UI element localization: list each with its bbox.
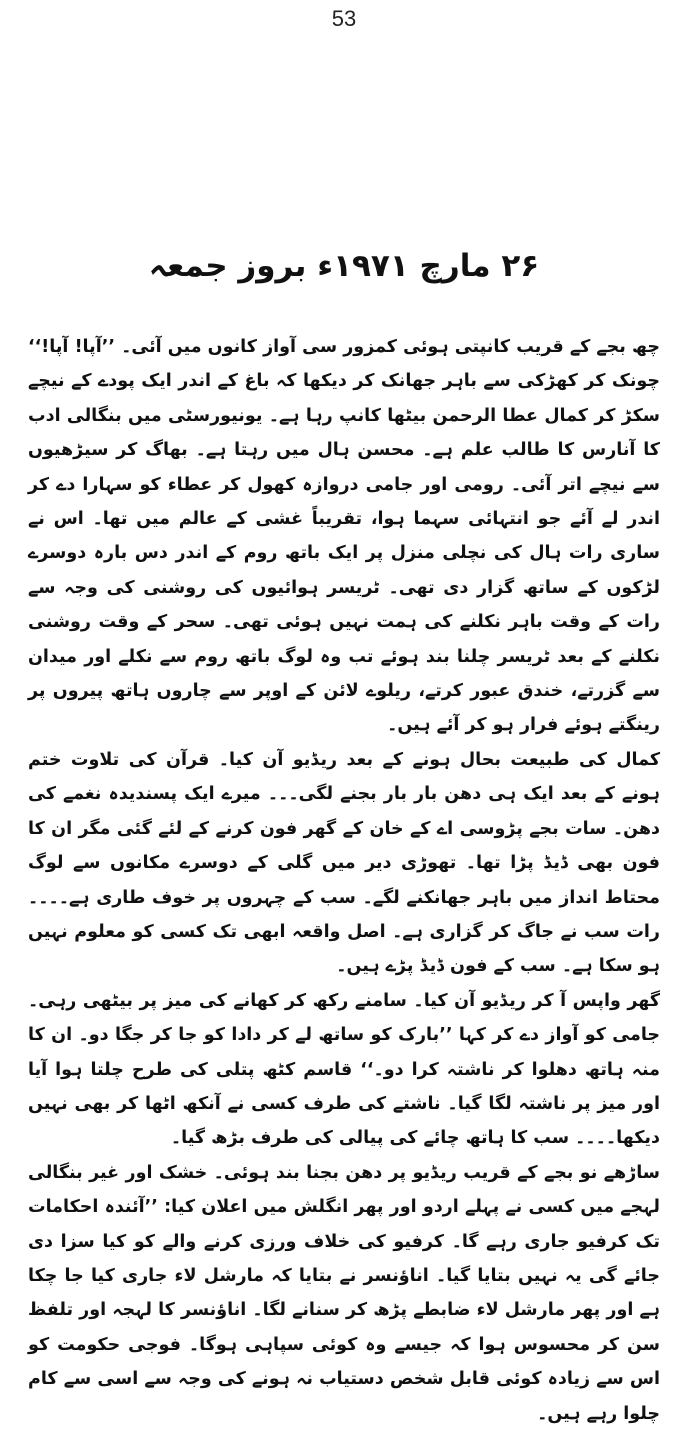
chapter-title: ۲۶ مارچ ۱۹۷۱ء بروز جمعہ [148,248,540,284]
paragraph: ساڑھے نو بجے کے قریب ریڈیو پر دھن بجنا بند ہوئی۔ خشک اور غیر بنگالی لہجے میں کسی نے پہلے اردو اور پھر انگلش میں اعلان کیا: ’’آئندہ احکامات تک کرفیو جاری رہے گا۔ کرفیو کی خلاف ورزی کرنے والے کو کیا سزا دی جائے گی یہ نہیں بتایا گیا۔ اناؤنسر نے بتایا کہ مارشل لاء جاری کیا جا چکا ہے اور پھر مارشل لاء ضابطے پڑھ کر سنانے لگا۔ اناؤنسر کا لہجہ اور تلفظ سن کر محسوس ہوا کہ جیسے وہ کوئی سپاہی ہوگا۔ فوجی حکومت کو اس سے زیادہ کوئی قابل شخص دستیاب نہ ہونے کی وجہ سے اسی سے کام چلوا رہے ہیں۔ [28,1162,660,1424]
page-number: 53 [331,6,357,31]
paragraph: چھ بجے کے قریب کانپتی ہوئی کمزور سی آواز کانوں میں آئی۔ ’’آپا! آپا!‘‘ چونک کر کھڑکی سے باہر جھانک کر دیکھا کہ باغ کے اندر ایک پودے کے نیچے سکڑ کر کمال عطا الرحمن بیٹھا کانپ رہا ہے۔ یونیورسٹی میں بنگالی ادب کا آنارس کا طالب علم ہے۔ محسن ہال میں رہتا ہے۔ بھاگ کر سیڑھیوں سے نیچے اتر آئی۔ رومی اور جامی دروازہ کھول کر عطاء کو سہارا دے کر اندر لے آئے جو انتہائی سہما ہوا، تقریباً غشی کے عالم میں تھا۔ اس نے ساری رات ہال کی نچلی منزل پر ایک باتھ روم کے اندر دس بارہ دوسرے لڑکوں کے ساتھ گزار دی تھی۔ ٹریسر ہوائیوں کی روشنی کی وجہ سے رات کے وقت باہر نکلنے کی ہمت نہیں ہوئی تھی۔ سحر کے وقت روشنی نکلنے کے بعد ٹریسر چلنا بند ہوئے تب وہ لوگ باتھ روم سے نکلے اور میدان سے گزرتے، خندق عبور کرتے، ریلوے لائن کے اوپر سے چاروں ہاتھ پیروں پر رینگتے ہوئے فرار ہو کر آئے ہیں۔ [28,337,660,736]
paragraph: کمال کی طبیعت بحال ہونے کے بعد ریڈیو آن کیا۔ قرآن کی تلاوت ختم ہونے کے بعد ایک ہی دھن بار بار بجنے لگی۔۔۔ میرے ایک پسندیدہ نغمے کی دھن۔ سات بجے پڑوسی اے کے خان کے گھر فون کرنے کے لئے گئی مگر ان کا فون بھی ڈیڈ پڑا تھا۔ تھوڑی دیر میں گلی کے دوسرے مکانوں سے لوگ محتاط انداز میں باہر جھانکنے لگے۔ سب کے چہروں پر خوف طاری ہے۔۔۔۔ رات سب نے جاگ کر گزاری ہے۔ اصل واقعہ ابھی تک کسی کو معلوم نہیں ہو سکا ہے۔ سب کے فون ڈیڈ پڑے ہیں۔ [28,749,660,977]
body-text [28,330,660,1431]
paragraph: گھر واپس آ کر ریڈیو آن کیا۔ سامنے رکھ کر کھانے کی میز پر بیٹھی رہی۔ جامی کو آواز دے کر کہا ’’بارک کو ساتھ لے کر دادا کو جا کر جگا دو۔ ان کا منہ ہاتھ دھلوا کر ناشتہ کرا دو۔‘‘ قاسم کٹھ پتلی کی طرح چلتا ہوا آیا اور میز پر ناشتہ لگا گیا۔ ناشتے کی طرف کسی نے آنکھ اٹھا کر بھی نہیں دیکھا۔۔۔۔ سب کا ہاتھ چائے کی پیالی کی طرف بڑھ گیا۔ [28,990,660,1149]
